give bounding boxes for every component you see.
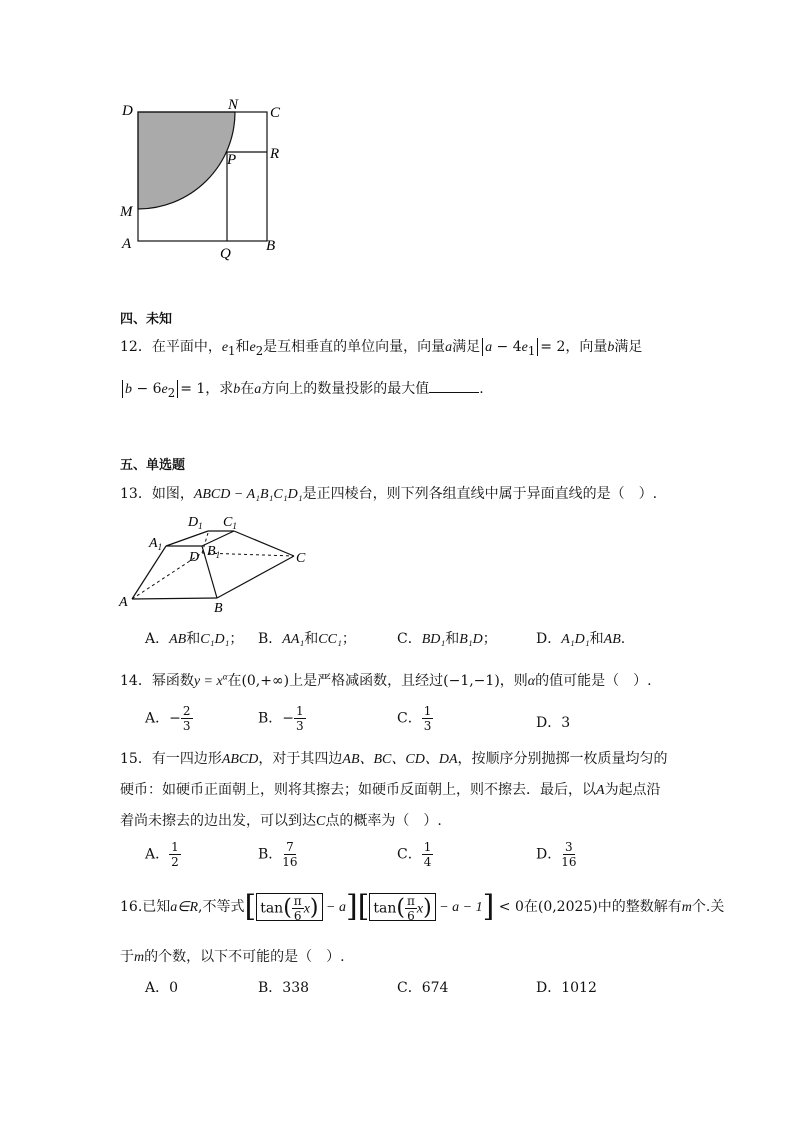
frustum-figure xyxy=(116,510,316,615)
svg-text:A1: $A_1$ xyxy=(149,536,163,552)
edge-bc xyxy=(217,556,294,598)
label-a1: A xyxy=(149,536,158,551)
q13-option-a[interactable]: A．AB和C₁D₁； xyxy=(145,631,244,647)
shaded-region xyxy=(138,112,235,209)
edge-aa1 xyxy=(132,546,166,599)
label-a: A xyxy=(122,236,132,252)
label-r: R xyxy=(270,146,280,162)
label-a-base: A xyxy=(119,595,128,610)
q13-option-d[interactable]: D．A₁D₁和AB. xyxy=(536,631,626,647)
q16-option-d[interactable]: D．1012 xyxy=(536,980,597,996)
q13-option-c[interactable]: C．BD₁和B₁D； xyxy=(397,631,497,647)
q16-option-c[interactable]: C．674 xyxy=(397,980,449,996)
q15-option-b[interactable]: B． $\frac{7}{16}$ xyxy=(258,840,298,869)
q16-option-b[interactable]: B．338 xyxy=(258,980,310,996)
section-title-single-choice: 五、单选题 xyxy=(120,458,186,473)
q16-line2: 于m的个数，以下不可能的是（ ）. xyxy=(120,949,345,965)
vector-e2: e xyxy=(249,340,256,355)
edge-ab xyxy=(132,598,217,599)
svg-text:D1: $D_1$ xyxy=(188,515,203,531)
label-d: D xyxy=(122,103,133,119)
q15-line2: 硬币：如硬币正面朝上，则将其擦去；如硬币反面朝上，则不擦去．最后，以A为起点沿 xyxy=(120,782,661,798)
q14-option-c[interactable]: C． $\frac{1}{3}$ xyxy=(397,704,432,733)
svg-text:C1: $C_1$ xyxy=(223,515,237,531)
vector-e1: e xyxy=(221,340,229,355)
q12-line2: $b - 6e_2 = 1$，求b在a方向上的数量投影的最大值 . xyxy=(120,378,484,400)
label-c: C xyxy=(270,105,281,121)
label-q: Q xyxy=(220,246,231,262)
q15-line3: 着尚未擦去的边出发，可以到达C点的概率为（ ）. xyxy=(120,813,442,829)
q15-option-c[interactable]: C． $\frac{1}{4}$ xyxy=(397,840,432,869)
label-b-base: B xyxy=(214,601,223,615)
answer-blank[interactable] xyxy=(429,380,479,393)
edge-a1d1 xyxy=(166,531,208,546)
q15-option-a[interactable]: A． $\frac{1}{2}$ xyxy=(145,840,179,869)
label-p: P xyxy=(227,152,237,168)
q15-line1: 15．有一四边形ABCD，对于其四边AB、BC、CD、DA，按顺序分别抛掷一枚质量均匀的 xyxy=(120,751,668,767)
label-n: N xyxy=(228,97,239,113)
label-d-base: D xyxy=(189,550,200,565)
q16-option-a[interactable]: A．0 xyxy=(145,980,179,996)
label-d1: D xyxy=(188,515,199,530)
label-c-base: C xyxy=(296,551,306,566)
q13-option-b[interactable]: B．AA₁和CC₁； xyxy=(258,631,356,647)
q13-stem: 13．如图，ABCD − A₁B₁C₁D₁是正四棱台，则下列各组直线中属于异面直线的是（ ）. xyxy=(120,486,658,502)
label-b: B xyxy=(266,238,276,254)
square-region-figure xyxy=(110,90,310,265)
q14-stem: 14．幂函数$y = x^\alpha$在(0,+∞)上是严格减函数，且经过(−1,−1)，则α的值可能是（ ）. xyxy=(120,671,652,689)
section-title-unknown: 四、未知 xyxy=(120,312,173,327)
svg-text:B1: $B_1$ xyxy=(207,544,221,560)
label-b1: B xyxy=(207,544,216,559)
q16-line1: 16.已知a∈R,不等式[ tan( $\frac{\pi}{6}$ x) − a][ tan( $\frac{\pi}{6}$ x) − a − 1] < 0在(0,2025)中的整数解有m个.关 xyxy=(120,889,725,924)
q14-option-b[interactable]: B．− $\frac{1}{3}$ xyxy=(258,704,304,733)
edge-cc1 xyxy=(234,531,294,556)
q15-option-d[interactable]: D． $\frac{3}{16}$ xyxy=(536,840,577,869)
q12-line1: 12．在平面中，$e_1$和$e_2$是互相垂直的单位向量，向量a满足 $a - 4e_1 = 2$，向量b满足 xyxy=(120,339,643,358)
label-c1: C xyxy=(223,515,233,530)
q14-option-d[interactable]: D．3 xyxy=(536,715,571,731)
q14-option-a[interactable]: A．− $\frac{2}{3}$ xyxy=(145,704,191,733)
label-m: M xyxy=(120,204,133,220)
